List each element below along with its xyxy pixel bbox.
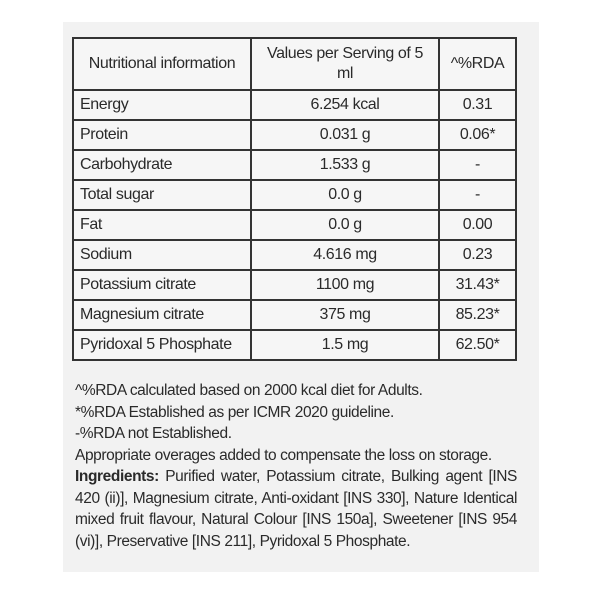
- table-row: [73, 300, 516, 330]
- ingredients: [75, 466, 517, 552]
- footnotes: [75, 380, 517, 552]
- table-row: [73, 90, 516, 120]
- nutrient-value: 1100 mg: [251, 270, 439, 300]
- nutrient-name: Carbohydrate: [73, 150, 251, 180]
- ingredients-text: Purified water, Potassium citrate, Bulking agent [INS 420 (ii)], Magnesium citrate, Anti-oxidant [INS 330], Nature Identical mixed fruit flavour, Natural Colour [INS 150a], Sweetener [INS 954 (vi)], Preservative [INS 211], Pyridoxal 5 Phosphate.: [75, 468, 517, 550]
- nutrient-value: 6.254 kcal: [251, 90, 439, 120]
- table-header-row: [73, 38, 516, 90]
- nutrient-name: Potassium citrate: [73, 270, 251, 300]
- nutrient-name: Sodium: [73, 240, 251, 270]
- nutrient-value: 1.533 g: [251, 150, 439, 180]
- header-rda: ^%RDA: [439, 38, 516, 90]
- nutrient-name: Total sugar: [73, 180, 251, 210]
- nutrient-name: Pyridoxal 5 Phosphate: [73, 330, 251, 360]
- table-row: [73, 240, 516, 270]
- nutrient-value: 1.5 mg: [251, 330, 439, 360]
- nutrient-value: 4.616 mg: [251, 240, 439, 270]
- nutrient-rda: 0.00: [439, 210, 516, 240]
- nutrient-name: Energy: [73, 90, 251, 120]
- nutrient-value: 0.0 g: [251, 210, 439, 240]
- nutrient-rda: 85.23*: [439, 300, 516, 330]
- table-row: [73, 120, 516, 150]
- footnote: ^%RDA calculated based on 2000 kcal diet for Adults.: [75, 382, 423, 399]
- table-row: [73, 270, 516, 300]
- nutrient-rda: 0.31: [439, 90, 516, 120]
- table-row: [73, 210, 516, 240]
- nutrient-rda: -: [439, 180, 516, 210]
- table-row: [73, 330, 516, 360]
- nutrient-value: 0.0 g: [251, 180, 439, 210]
- footnote: -%RDA not Established.: [75, 425, 232, 442]
- nutrient-value: 0.031 g: [251, 120, 439, 150]
- header-values-per-serving: Values per Serving of 5 ml: [251, 38, 439, 90]
- table-row: [73, 150, 516, 180]
- footnote: *%RDA Established as per ICMR 2020 guideline.: [75, 403, 394, 421]
- nutrient-rda: 0.06*: [439, 120, 516, 150]
- ingredients-label: Ingredients:: [75, 468, 159, 485]
- footnote: Appropriate overages added to compensate the loss on storage.: [75, 446, 492, 464]
- nutrient-rda: -: [439, 150, 516, 180]
- table-row: [73, 180, 516, 210]
- nutrition-table: [72, 37, 517, 361]
- nutrient-name: Magnesium citrate: [73, 300, 251, 330]
- nutrient-value: 375 mg: [251, 300, 439, 330]
- nutrient-rda: 0.23: [439, 240, 516, 270]
- nutrient-rda: 62.50*: [439, 330, 516, 360]
- nutrient-name: Fat: [73, 210, 251, 240]
- header-nutritional-information: Nutritional information: [73, 38, 251, 90]
- nutrient-name: Protein: [73, 120, 251, 150]
- nutrient-rda: 31.43*: [439, 270, 516, 300]
